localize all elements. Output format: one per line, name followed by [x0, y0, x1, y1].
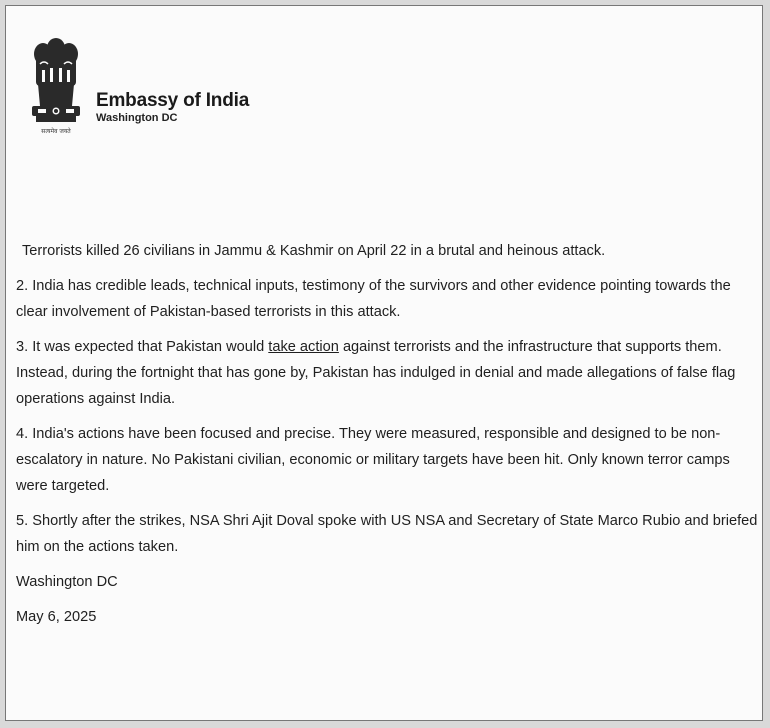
state-emblem-icon — [26, 34, 86, 140]
paragraph-2: 2. India has credible leads, technical inputs, testimony of the survivors and other evidence pointing towards the clear involvement of Pakistan-based terrorists in this attack. — [16, 278, 731, 320]
embassy-title-block — [96, 90, 249, 124]
paragraph-3-start: 3. It was expected that Pakistan would — [16, 339, 269, 355]
statement-body — [16, 238, 761, 639]
document-page — [5, 5, 763, 721]
embassy-name: Embassy of India — [96, 90, 250, 111]
paragraph-3-end: against terrorists and the infrastructure that supports them. Instead, during the fortnight that has gone by, Pakistan has indulged in denial and made allegations of false flag operations against India. — [16, 339, 736, 407]
paragraph-3 — [16, 334, 761, 412]
signature-date: May 6, 2025 — [16, 609, 97, 625]
paragraph-5: 5. Shortly after the strikes, NSA Shri Ajit Doval spoke with US NSA and Secretary of State Marco Rubio and briefed him on the actions taken. — [16, 513, 758, 555]
emblem-motto: सत्यमेव जयते — [41, 128, 71, 135]
underlined-phrase: take action — [268, 339, 339, 355]
embassy-city: Washington DC — [96, 112, 178, 124]
signature-place: Washington DC — [16, 574, 118, 590]
paragraph-1: Terrorists killed 26 civilians in Jammu & Kashmir on April 22 in a brutal and heinous attack. — [22, 243, 606, 259]
paragraph-4: 4. India's actions have been focused and precise. They were measured, responsible and designed to be non-escalatory in nature. No Pakistani civilian, economic or military targets have been hit. Only known terror camps were targeted. — [16, 426, 730, 494]
